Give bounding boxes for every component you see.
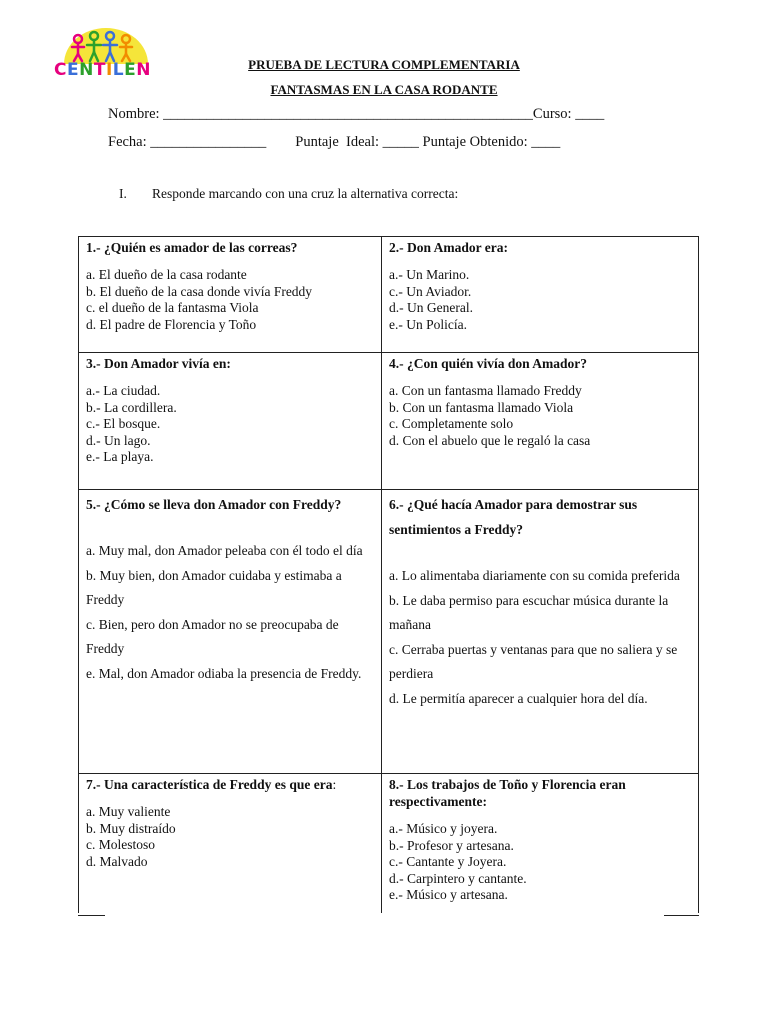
question-cell-7 [79,774,382,913]
question-cell-4 [382,353,699,490]
option[interactable]: d.- Un lago. [86,432,151,448]
instruction-number: I. [119,186,127,201]
option[interactable]: c.- El bosque. [86,416,161,431]
table-bottom-right-rule [664,915,699,916]
table-row [79,774,699,913]
question-cell-1 [79,237,382,353]
instruction-text: Responde marcando con una cruz la alternativa correcta: [152,186,459,201]
question-cell-3 [79,353,382,490]
option[interactable]: b.- La cordillera. [86,399,177,415]
option[interactable]: b.- Profesor y artesana. [389,837,514,853]
option[interactable]: e.- Un Policía. [389,316,467,332]
table-row [79,490,699,774]
option[interactable]: a.- Un Marino. [389,267,470,282]
option[interactable]: a. Lo alimentaba diariamente con su comida preferida [389,568,680,583]
logo-letter: C [54,60,67,80]
option[interactable]: e.- Músico y artesana. [389,887,508,902]
table-row [79,353,699,490]
option[interactable]: a. Muy valiente [86,804,171,819]
option[interactable]: d. Malvado [86,853,148,869]
option[interactable]: a. El dueño de la casa rodante [86,267,247,282]
option[interactable]: d. Con el abuelo que le regaló la casa [389,432,591,448]
questions-table [78,236,699,913]
logo-letter: E [124,60,137,80]
option[interactable]: a.- Músico y joyera. [389,821,498,836]
option[interactable]: b. Con un fantasma llamado Viola [389,399,574,415]
question-8-options [389,821,691,904]
question-4-options [389,383,691,449]
option[interactable]: e.- La playa. [86,449,154,464]
option[interactable]: b. Le daba permiso para escuchar música durante la mañana [389,592,669,632]
logo-letter: T [93,60,106,80]
logo-letter: E [66,60,80,80]
logo-letter: L [112,60,125,80]
question-6-options [389,564,691,711]
option[interactable]: d.- Un General. [389,300,473,315]
option[interactable]: d.- Carpintero y cantante. [389,870,527,886]
question-1-options [86,267,374,333]
table-row [79,237,699,353]
option[interactable]: b. El dueño de la casa donde vivía Freddy [86,283,313,299]
question-8-title: 8.- Los trabajos de Toño y Florencia eran respectivamente: [389,777,626,809]
logo-letter: N [136,60,151,80]
option[interactable]: b. Muy bien, don Amador cuidaba y estimaba a Freddy [86,567,342,607]
question-6-title: 6.- ¿Qué hacía Amador para demostrar sus sentimientos a Freddy? [389,497,638,537]
question-cell-8 [382,774,699,913]
question-cell-5 [79,490,382,774]
option[interactable]: c.- Un Aviador. [389,283,472,299]
question-5-title: 5.- ¿Cómo se lleva don Amador con Freddy? [86,497,342,512]
option[interactable]: d. Le permitía aparecer a cualquier hora del día. [389,690,648,706]
question-2-options [389,267,691,333]
option[interactable]: c. el dueño de la fantasma Viola [86,300,259,315]
option[interactable]: a.- La ciudad. [86,383,161,398]
logo-letter: I [105,60,113,80]
option[interactable]: a. Muy mal, don Amador peleaba con él todo el día [86,543,363,558]
question-1-title: 1.- ¿Quién es amador de las correas? [86,240,298,255]
option[interactable]: c. Bien, pero don Amador no se preocupaba de Freddy [86,616,339,656]
nombre-curso-line[interactable]: Nombre: ___________________________________________________Curso: ____ [108,106,605,122]
option[interactable]: b. Muy distraído [86,820,176,836]
question-4-title: 4.- ¿Con quién vivía don Amador? [389,356,588,371]
question-cell-6 [382,490,699,774]
table-bottom-left-rule [78,915,105,916]
option[interactable]: e. Mal, don Amador odiaba la presencia de Freddy. [86,665,362,681]
page-title: PRUEBA DE LECTURA COMPLEMENTARIA [248,57,520,72]
question-3-title: 3.- Don Amador vivía en: [86,356,231,371]
fecha-puntaje-line[interactable]: Fecha: ________________ Puntaje Ideal: _____ Puntaje Obtenido: ____ [108,134,561,150]
option[interactable]: c. Molestoso [86,837,155,852]
logo-letter: N [79,60,94,80]
question-cell-2 [382,237,699,353]
option[interactable]: d. El padre de Florencia y Toño [86,316,257,332]
option[interactable]: c. Completamente solo [389,416,514,431]
question-2-title: 2.- Don Amador era: [389,240,508,255]
question-5-options [86,539,374,686]
option[interactable]: c. Cerraba puertas y ventanas para que no saliera y se perdiera [389,641,678,681]
question-7-title: 7.- Una característica de Freddy es que era: [86,777,337,792]
option[interactable]: c.- Cantante y Joyera. [389,854,507,869]
question-7-options [86,804,374,870]
page-subtitle: FANTASMAS EN LA CASA RODANTE [270,82,498,97]
question-3-options [86,383,374,466]
option[interactable]: a. Con un fantasma llamado Freddy [389,383,582,398]
